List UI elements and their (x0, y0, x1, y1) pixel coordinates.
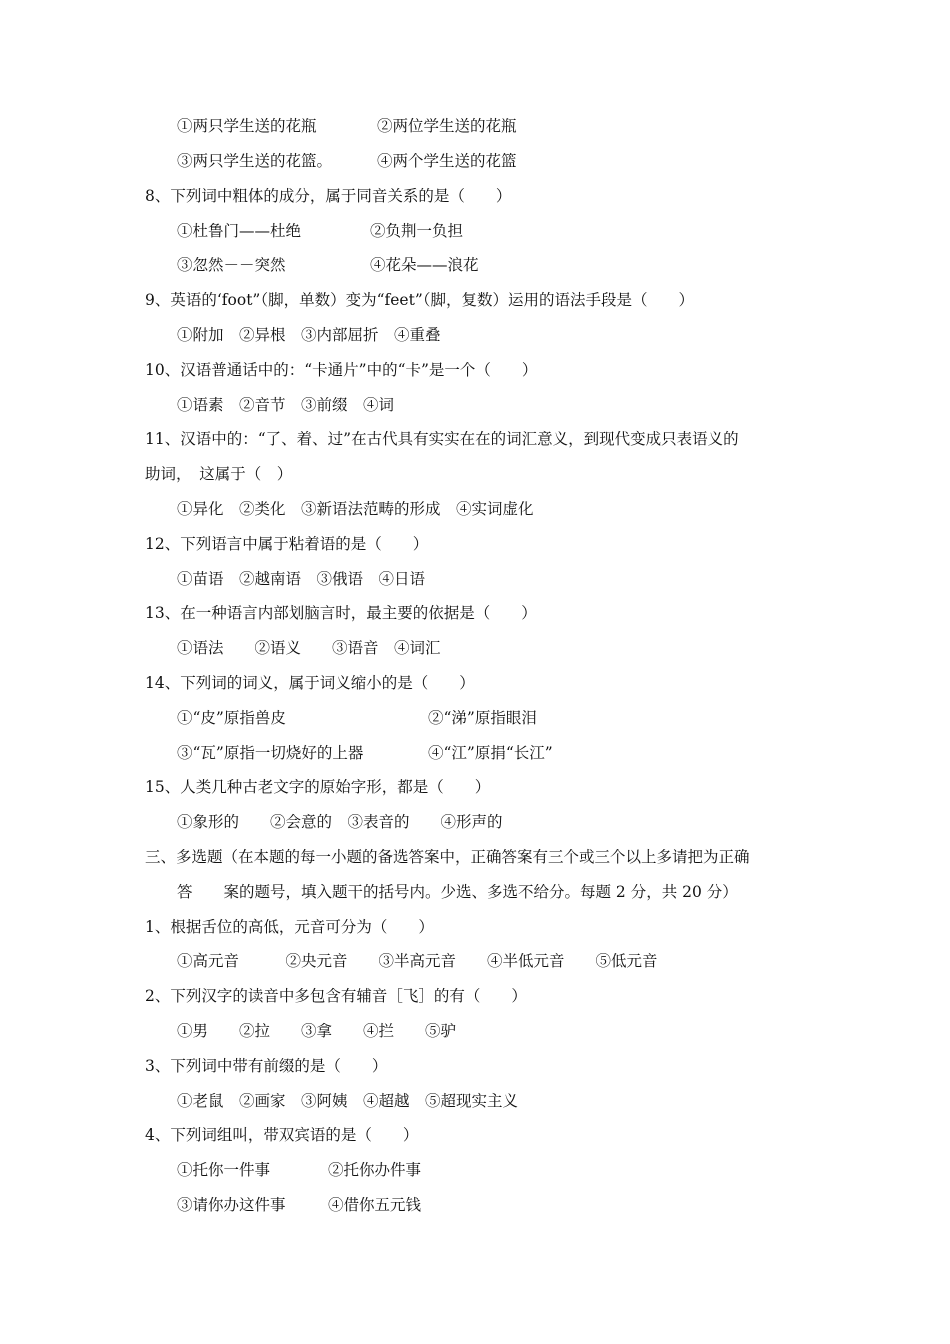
question-line: 11、汉语中的：“了、着、过”在古代具有实实在在的词汇意义，到现代变成只表语义的 (145, 430, 739, 448)
question-line: 14、下列词的词义，属于词义缩小的是（ ） (145, 674, 475, 692)
option-line: ③请你办这件事 (177, 1196, 286, 1214)
option-line: ①“皮”原指兽皮 (177, 709, 286, 727)
option-line-right: ②“涕”原指眼泪 (428, 709, 537, 727)
option-line: ①异化 ②类化 ③新语法范畴的形成 ④实词虚化 (177, 500, 534, 518)
option-line: ③两只学生送的花篮。 (177, 152, 333, 170)
option-line-right: ②负荆一负担 (370, 222, 464, 240)
option-line-right: ④两个学生送的花篮 (377, 152, 517, 170)
option-line: ①杜鲁门——杜绝 (177, 222, 302, 240)
option-line-right: ②托你办件事 (328, 1161, 422, 1179)
option-line: ①语素 ②音节 ③前缀 ④词 (177, 396, 395, 414)
option-line: ①语法 ②语义 ③语音 ④词汇 (177, 639, 441, 657)
option-line: ①高元音 ②央元音 ③半高元音 ④半低元音 ⑤低元音 (177, 952, 658, 970)
question-line: 8、下列词中粗体的成分，属于同音关系的是（ ） (145, 187, 512, 205)
section-heading-continued: 答 案的题号，填入题干的括号内。少选、多选不给分。每题 2 分，共 20 分） (177, 883, 738, 901)
option-line-right: ④“江”原捐“长江” (428, 744, 553, 762)
section-heading: 三、多选题（在本题的每一小题的备选答案中，正确答案有三个或三个以上多请把为正确 (145, 848, 750, 866)
option-line: ①象形的 ②会意的 ③表音的 ④形声的 (177, 813, 503, 831)
option-line: ①托你一件事 (177, 1161, 271, 1179)
option-line-right: ④借你五元钱 (328, 1196, 422, 1214)
question-line: 10、汉语普通话中的：“卡通片”中的“卡”是一个（ ） (145, 361, 538, 379)
question-line: 1、根据舌位的高低，元音可分为（ ） (145, 918, 434, 936)
option-line: ①两只学生送的花瓶 (177, 117, 317, 135)
option-line: ①附加 ②异根 ③内部屈折 ④重叠 (177, 326, 441, 344)
question-line: 3、下列词中带有前缀的是（ ） (145, 1057, 388, 1075)
question-line: 2、下列汉字的读音中多包含有辅音［飞］的有（ ） (145, 987, 527, 1005)
option-line: ③“瓦”原指一切烧好的上器 (177, 744, 364, 762)
question-line: 助词， 这属于（ ） (145, 465, 293, 483)
option-line: ①老鼠 ②画家 ③阿姨 ④超越 ⑤超现实主义 (177, 1092, 519, 1110)
option-line: ①男 ②拉 ③拿 ④拦 ⑤驴 (177, 1022, 457, 1040)
question-line: 12、下列语言中属于粘着语的是（ ） (145, 535, 429, 553)
option-line-right: ②两位学生送的花瓶 (377, 117, 517, 135)
option-line: ①苗语 ②越南语 ③俄语 ④日语 (177, 570, 426, 588)
question-line: 9、英语的‘foot”（脚，单数）变为“feet”（脚，复数）运用的语法手段是（ ） (145, 291, 695, 309)
question-line: 4、下列词组叫，带双宾语的是（ ） (145, 1126, 419, 1144)
question-line: 13、在一种语言内部划脑言时，最主要的依据是（ ） (145, 604, 537, 622)
question-line: 15、人类几种古老文字的原始字形，都是（ ） (145, 778, 491, 796)
option-line-right: ④花朵——浪花 (370, 256, 479, 274)
option-line: ③忽然－－突然 (177, 256, 286, 274)
